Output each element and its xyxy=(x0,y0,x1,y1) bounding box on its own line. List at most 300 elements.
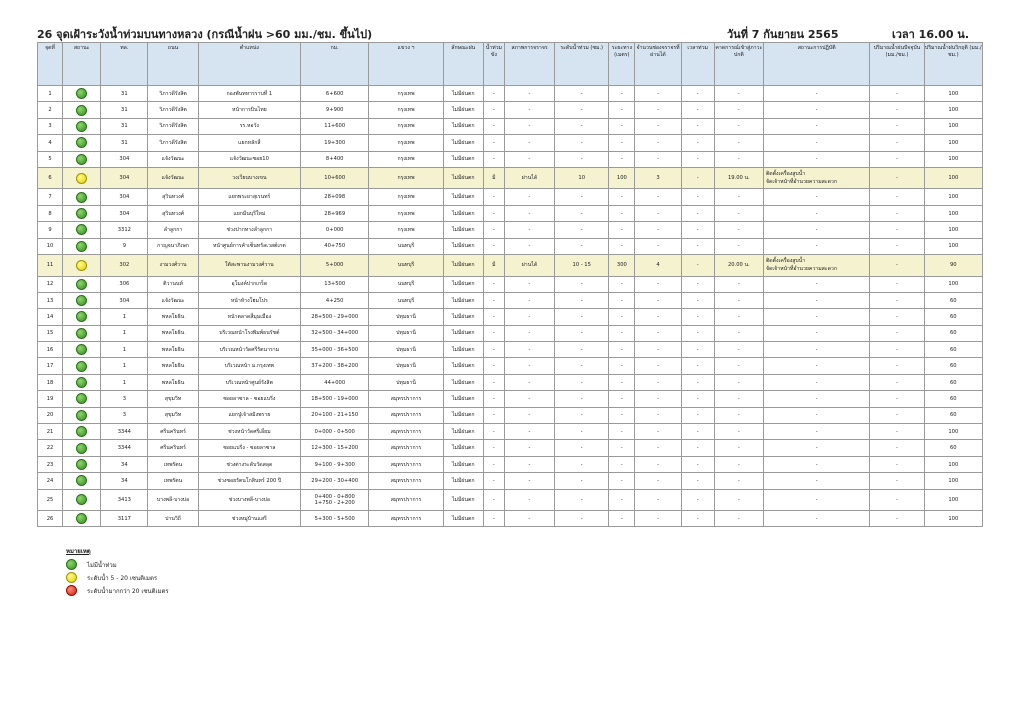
location-cell: ซอยแบริ่ง - ซอยลาซาล xyxy=(198,440,300,456)
route-cell: 31 xyxy=(101,135,148,151)
rain-cell: ไม่มีฝนตก xyxy=(443,86,483,102)
action-cell xyxy=(763,489,869,511)
current-cell: - xyxy=(870,440,924,456)
district-cell: กรุงเทพ xyxy=(369,189,443,205)
flood-cell: - xyxy=(483,102,504,118)
critical-cell: 100 xyxy=(924,151,982,167)
rain-cell: ไม่มีฝนตก xyxy=(443,238,483,254)
flood-cell: - xyxy=(483,489,504,511)
traffic-cell: - xyxy=(504,238,554,254)
road-cell: สุขุมวิท xyxy=(148,391,198,407)
distance-cell: - xyxy=(609,238,635,254)
table-row xyxy=(38,391,983,407)
traffic-cell: - xyxy=(504,440,554,456)
current-cell: - xyxy=(870,424,924,440)
action-cell xyxy=(763,440,869,456)
status-green-icon xyxy=(76,311,87,322)
legend xyxy=(66,546,169,597)
district-cell: กรุงเทพ xyxy=(369,118,443,134)
traffic-cell: - xyxy=(504,118,554,134)
flood-watch-table xyxy=(37,42,983,527)
traffic-cell: - xyxy=(504,325,554,341)
action-text: - xyxy=(815,313,818,320)
level-cell: - xyxy=(555,358,609,374)
lanes-cell: 4 xyxy=(635,255,681,277)
status-cell xyxy=(63,309,101,325)
action-text-2: จัดเจ้าหน้าที่อำนวยความสะดวก xyxy=(765,179,837,186)
distance-cell: - xyxy=(609,102,635,118)
lanes-cell: - xyxy=(635,118,681,134)
action-text: - xyxy=(815,281,818,288)
level-cell: - xyxy=(555,374,609,390)
lanes-cell: - xyxy=(635,205,681,221)
column-header: สภาพการจราจร xyxy=(504,43,554,86)
table-row xyxy=(38,276,983,292)
floodtime-cell: - xyxy=(681,407,714,423)
km-cell: 18+500 - 19+000 xyxy=(301,391,369,407)
lanes-cell: - xyxy=(635,511,681,527)
lanes-cell: - xyxy=(635,325,681,341)
route-cell: 1 xyxy=(101,325,148,341)
level-cell: - xyxy=(555,118,609,134)
critical-cell: 60 xyxy=(924,358,982,374)
recovery-cell: - xyxy=(714,473,763,489)
level-cell: - xyxy=(555,309,609,325)
table-row xyxy=(38,424,983,440)
column-header: ถนน xyxy=(148,43,198,86)
rain-cell: ไม่มีฝนตก xyxy=(443,255,483,277)
legend-label: ไม่มีน้ำท่วม xyxy=(87,561,117,569)
current-cell: - xyxy=(870,135,924,151)
action-text-2: จัดเจ้าหน้าที่อำนวยความสะดวก xyxy=(765,266,837,273)
action-text: - xyxy=(815,412,818,419)
traffic-cell: - xyxy=(504,407,554,423)
status-yellow-icon xyxy=(76,173,87,184)
status-green-icon xyxy=(76,377,87,388)
route-cell: 31 xyxy=(101,86,148,102)
critical-cell: 100 xyxy=(924,167,982,189)
location-cell: ช่วงซอยรัตนโกสินทร์ 200 ปี xyxy=(198,473,300,489)
district-cell: กรุงเทพ xyxy=(369,102,443,118)
status-cell xyxy=(63,489,101,511)
km-text: 0+400 - 0+800 xyxy=(314,493,355,500)
flood-cell: - xyxy=(483,407,504,423)
status-cell xyxy=(63,374,101,390)
critical-cell: 100 xyxy=(924,276,982,292)
no-cell: 3 xyxy=(38,118,63,134)
district-cell: สมุทรปราการ xyxy=(369,407,443,423)
floodtime-cell: - xyxy=(681,238,714,254)
level-cell: - xyxy=(555,424,609,440)
traffic-cell: - xyxy=(504,309,554,325)
lanes-cell: - xyxy=(635,456,681,472)
status-green-icon xyxy=(76,279,87,290)
lanes-cell: - xyxy=(635,374,681,390)
report-time: เวลา 16.00 น. xyxy=(892,28,970,41)
current-cell: - xyxy=(870,238,924,254)
lanes-cell: - xyxy=(635,440,681,456)
no-cell: 8 xyxy=(38,205,63,221)
status-green-icon xyxy=(76,443,87,454)
floodtime-cell: - xyxy=(681,342,714,358)
rain-cell: ไม่มีฝนตก xyxy=(443,135,483,151)
current-cell: - xyxy=(870,325,924,341)
district-cell: สมุทรปราการ xyxy=(369,489,443,511)
distance-cell: - xyxy=(609,276,635,292)
critical-cell: 100 xyxy=(924,238,982,254)
distance-cell: - xyxy=(609,135,635,151)
status-green-icon xyxy=(76,328,87,339)
action-text: - xyxy=(815,194,818,201)
table-row xyxy=(38,86,983,102)
rain-cell: ไม่มีฝนตก xyxy=(443,309,483,325)
level-cell: - xyxy=(555,222,609,238)
lanes-cell: - xyxy=(635,151,681,167)
no-cell: 6 xyxy=(38,167,63,189)
current-cell: - xyxy=(870,222,924,238)
table-row xyxy=(38,292,983,308)
road-cell: พหลโยธิน xyxy=(148,309,198,325)
status-cell xyxy=(63,358,101,374)
distance-cell: - xyxy=(609,222,635,238)
table-row xyxy=(38,238,983,254)
distance-cell: - xyxy=(609,189,635,205)
distance-cell: - xyxy=(609,309,635,325)
recovery-cell: - xyxy=(714,135,763,151)
critical-cell: 60 xyxy=(924,407,982,423)
location-cell: รร.หอวัง xyxy=(198,118,300,134)
district-cell: นนทบุรี xyxy=(369,292,443,308)
action-text: - xyxy=(815,243,818,250)
road-cell: เทพรัตน xyxy=(148,456,198,472)
level-cell: 10 - 15 xyxy=(555,255,609,277)
table-row xyxy=(38,407,983,423)
floodtime-cell: - xyxy=(681,222,714,238)
table-row xyxy=(38,358,983,374)
column-header: จุดที่ xyxy=(38,43,63,86)
distance-cell: - xyxy=(609,342,635,358)
column-header: ระดับน้ำท่วม (ซม.) xyxy=(555,43,609,86)
rain-cell: ไม่มีฝนตก xyxy=(443,292,483,308)
flood-cell: มี xyxy=(483,167,504,189)
legend-label: ระดับน้ำมากกว่า 20 เซนติเมตร xyxy=(87,587,169,595)
no-cell: 12 xyxy=(38,276,63,292)
traffic-cell: - xyxy=(504,276,554,292)
status-green-icon xyxy=(76,192,87,203)
current-cell: - xyxy=(870,167,924,189)
floodtime-cell: - xyxy=(681,86,714,102)
action-cell xyxy=(763,374,869,390)
recovery-cell: - xyxy=(714,205,763,221)
no-cell: 19 xyxy=(38,391,63,407)
location-cell: บริเวณหน้าวัดศรีรัตนาราม xyxy=(198,342,300,358)
no-cell: 14 xyxy=(38,309,63,325)
status-cell xyxy=(63,238,101,254)
action-cell xyxy=(763,189,869,205)
action-cell xyxy=(763,325,869,341)
traffic-cell: - xyxy=(504,374,554,390)
route-cell: 34 xyxy=(101,473,148,489)
status-green-icon xyxy=(76,344,87,355)
action-text: - xyxy=(815,210,818,217)
critical-cell: 100 xyxy=(924,118,982,134)
km-cell: 9+100 - 9+300 xyxy=(301,456,369,472)
critical-cell: 100 xyxy=(924,489,982,511)
recovery-cell: - xyxy=(714,102,763,118)
road-cell: พหลโยธิน xyxy=(148,342,198,358)
flood-cell: - xyxy=(483,325,504,341)
recovery-cell: 19.00 น. xyxy=(714,167,763,189)
critical-cell: 100 xyxy=(924,456,982,472)
km-cell: 32+500 - 34+000 xyxy=(301,325,369,341)
level-cell: - xyxy=(555,440,609,456)
status-green-icon xyxy=(76,224,87,235)
current-cell: - xyxy=(870,118,924,134)
rain-cell: ไม่มีฝนตก xyxy=(443,167,483,189)
action-text: - xyxy=(815,496,818,503)
traffic-cell: - xyxy=(504,222,554,238)
status-cell xyxy=(63,407,101,423)
status-cell xyxy=(63,118,101,134)
action-cell xyxy=(763,255,869,277)
no-cell: 13 xyxy=(38,292,63,308)
district-cell: กรุงเทพ xyxy=(369,167,443,189)
district-cell: สมุทรปราการ xyxy=(369,456,443,472)
current-cell: - xyxy=(870,189,924,205)
action-text: - xyxy=(815,156,818,163)
status-cell xyxy=(63,391,101,407)
km-cell: 5+300 - 5+500 xyxy=(301,511,369,527)
flood-cell: - xyxy=(483,391,504,407)
no-cell: 4 xyxy=(38,135,63,151)
rain-cell: ไม่มีฝนตก xyxy=(443,205,483,221)
traffic-cell: - xyxy=(504,342,554,358)
status-cell xyxy=(63,325,101,341)
district-cell: สมุทรปราการ xyxy=(369,511,443,527)
floodtime-cell: - xyxy=(681,391,714,407)
district-cell: ปทุมธานี xyxy=(369,309,443,325)
km-cell: 28+969 xyxy=(301,205,369,221)
table-row xyxy=(38,255,983,277)
action-cell xyxy=(763,276,869,292)
critical-cell: 100 xyxy=(924,102,982,118)
rain-cell: ไม่มีฝนตก xyxy=(443,276,483,292)
floodtime-cell: - xyxy=(681,325,714,341)
traffic-cell: - xyxy=(504,292,554,308)
district-cell: ปทุมธานี xyxy=(369,374,443,390)
table-row xyxy=(38,102,983,118)
km-cell: 44+000 xyxy=(301,374,369,390)
lanes-cell: - xyxy=(635,135,681,151)
critical-cell: 100 xyxy=(924,205,982,221)
action-cell xyxy=(763,118,869,134)
lanes-cell: - xyxy=(635,489,681,511)
status-green-icon xyxy=(76,459,87,470)
recovery-cell: 20.00 น. xyxy=(714,255,763,277)
status-cell xyxy=(63,456,101,472)
rain-cell: ไม่มีฝนตก xyxy=(443,358,483,374)
column-header: ทล. xyxy=(101,43,148,86)
flood-cell: - xyxy=(483,151,504,167)
rain-cell: ไม่มีฝนตก xyxy=(443,440,483,456)
level-cell: - xyxy=(555,102,609,118)
floodtime-cell: - xyxy=(681,358,714,374)
action-text: - xyxy=(815,346,818,353)
no-cell: 26 xyxy=(38,511,63,527)
road-cell: วิภาวดีรังสิต xyxy=(148,86,198,102)
table-row xyxy=(38,456,983,472)
legend-item xyxy=(66,571,169,584)
lanes-cell: - xyxy=(635,309,681,325)
no-cell: 11 xyxy=(38,255,63,277)
action-text: - xyxy=(815,330,818,337)
road-cell: เทพรัตน xyxy=(148,473,198,489)
action-cell xyxy=(763,135,869,151)
no-cell: 24 xyxy=(38,473,63,489)
status-green-icon xyxy=(76,208,87,219)
rain-cell: ไม่มีฝนตก xyxy=(443,424,483,440)
no-cell: 18 xyxy=(38,374,63,390)
level-cell: - xyxy=(555,391,609,407)
status-green-icon xyxy=(76,393,87,404)
level-cell: - xyxy=(555,205,609,221)
status-cell xyxy=(63,151,101,167)
critical-cell: 60 xyxy=(924,309,982,325)
status-cell xyxy=(63,102,101,118)
road-cell: ลำลูกกา xyxy=(148,222,198,238)
location-cell: ซอยลาซาล - ซอยแบริ่ง xyxy=(198,391,300,407)
action-cell xyxy=(763,473,869,489)
table-row xyxy=(38,135,983,151)
km-cell: 19+300 xyxy=(301,135,369,151)
route-cell: 3344 xyxy=(101,424,148,440)
status-green-icon xyxy=(76,88,87,99)
district-cell: สมุทรปราการ xyxy=(369,391,443,407)
distance-cell: 300 xyxy=(609,255,635,277)
rain-cell: ไม่มีฝนตก xyxy=(443,222,483,238)
no-cell: 10 xyxy=(38,238,63,254)
road-cell: แจ้งวัฒนะ xyxy=(148,151,198,167)
legend-item xyxy=(66,584,169,597)
no-cell: 9 xyxy=(38,222,63,238)
km-cell: 11+600 xyxy=(301,118,369,134)
floodtime-cell: - xyxy=(681,456,714,472)
current-cell: - xyxy=(870,292,924,308)
rain-cell: ไม่มีฝนตก xyxy=(443,489,483,511)
column-header: ลักษณะฝน xyxy=(443,43,483,86)
rain-cell: ไม่มีฝนตก xyxy=(443,102,483,118)
route-cell: 1 xyxy=(101,342,148,358)
location-cell: หน้าห้างโฮมโปร xyxy=(198,292,300,308)
traffic-cell: - xyxy=(504,102,554,118)
road-cell: สุขุมวิท xyxy=(148,407,198,423)
action-text: - xyxy=(815,461,818,468)
status-green-icon xyxy=(66,559,77,570)
critical-cell: 100 xyxy=(924,189,982,205)
action-text: - xyxy=(815,123,818,130)
route-cell: 306 xyxy=(101,276,148,292)
legend-item xyxy=(66,558,169,571)
km-text-2: 1+750 - 2+200 xyxy=(314,499,355,506)
legend-label: ระดับน้ำ 5 - 20 เซนติเมตร xyxy=(87,574,158,582)
traffic-cell: - xyxy=(504,424,554,440)
current-cell: - xyxy=(870,511,924,527)
current-cell: - xyxy=(870,342,924,358)
action-text: - xyxy=(815,379,818,386)
current-cell: - xyxy=(870,102,924,118)
flood-cell: - xyxy=(483,205,504,221)
km-cell: 13+500 xyxy=(301,276,369,292)
road-cell: วิภาวดีรังสิต xyxy=(148,118,198,134)
status-cell xyxy=(63,167,101,189)
flood-cell: - xyxy=(483,374,504,390)
table-row xyxy=(38,325,983,341)
no-cell: 15 xyxy=(38,325,63,341)
recovery-cell: - xyxy=(714,309,763,325)
level-cell: - xyxy=(555,151,609,167)
action-cell xyxy=(763,407,869,423)
flood-cell: - xyxy=(483,511,504,527)
action-text: - xyxy=(815,445,818,452)
flood-cell: - xyxy=(483,440,504,456)
action-text: - xyxy=(815,515,818,522)
action-cell xyxy=(763,424,869,440)
action-text: ติดตั้งเครื่องสูบน้ำ xyxy=(765,171,806,178)
table-row xyxy=(38,222,983,238)
report-header xyxy=(37,25,997,41)
distance-cell: - xyxy=(609,489,635,511)
location-cell: อุโมงค์ปากเกร็ด xyxy=(198,276,300,292)
critical-cell: 100 xyxy=(924,424,982,440)
action-text: - xyxy=(815,90,818,97)
lanes-cell: - xyxy=(635,358,681,374)
table-row xyxy=(38,167,983,189)
critical-cell: 60 xyxy=(924,391,982,407)
route-cell: 304 xyxy=(101,151,148,167)
current-cell: - xyxy=(870,205,924,221)
road-cell: แจ้งวัฒนะ xyxy=(148,292,198,308)
lanes-cell: 3 xyxy=(635,167,681,189)
action-cell xyxy=(763,86,869,102)
recovery-cell: - xyxy=(714,358,763,374)
level-cell: - xyxy=(555,276,609,292)
district-cell: นนทบุรี xyxy=(369,276,443,292)
km-cell: 28+500 - 29+000 xyxy=(301,309,369,325)
road-cell: แจ้งวัฒนะ xyxy=(148,167,198,189)
distance-cell: - xyxy=(609,424,635,440)
flood-cell: - xyxy=(483,189,504,205)
km-cell: 29+200 - 30+400 xyxy=(301,473,369,489)
floodtime-cell: - xyxy=(681,151,714,167)
action-text: - xyxy=(815,107,818,114)
status-red-icon xyxy=(66,585,77,596)
floodtime-cell: - xyxy=(681,511,714,527)
recovery-cell: - xyxy=(714,325,763,341)
recovery-cell: - xyxy=(714,440,763,456)
km-cell: 10+600 xyxy=(301,167,369,189)
action-cell xyxy=(763,205,869,221)
status-cell xyxy=(63,255,101,277)
recovery-cell: - xyxy=(714,511,763,527)
no-cell: 17 xyxy=(38,358,63,374)
status-cell xyxy=(63,205,101,221)
rain-cell: ไม่มีฝนตก xyxy=(443,511,483,527)
status-cell xyxy=(63,222,101,238)
distance-cell: - xyxy=(609,86,635,102)
no-cell: 23 xyxy=(38,456,63,472)
district-cell: กรุงเทพ xyxy=(369,222,443,238)
route-cell: 3 xyxy=(101,391,148,407)
